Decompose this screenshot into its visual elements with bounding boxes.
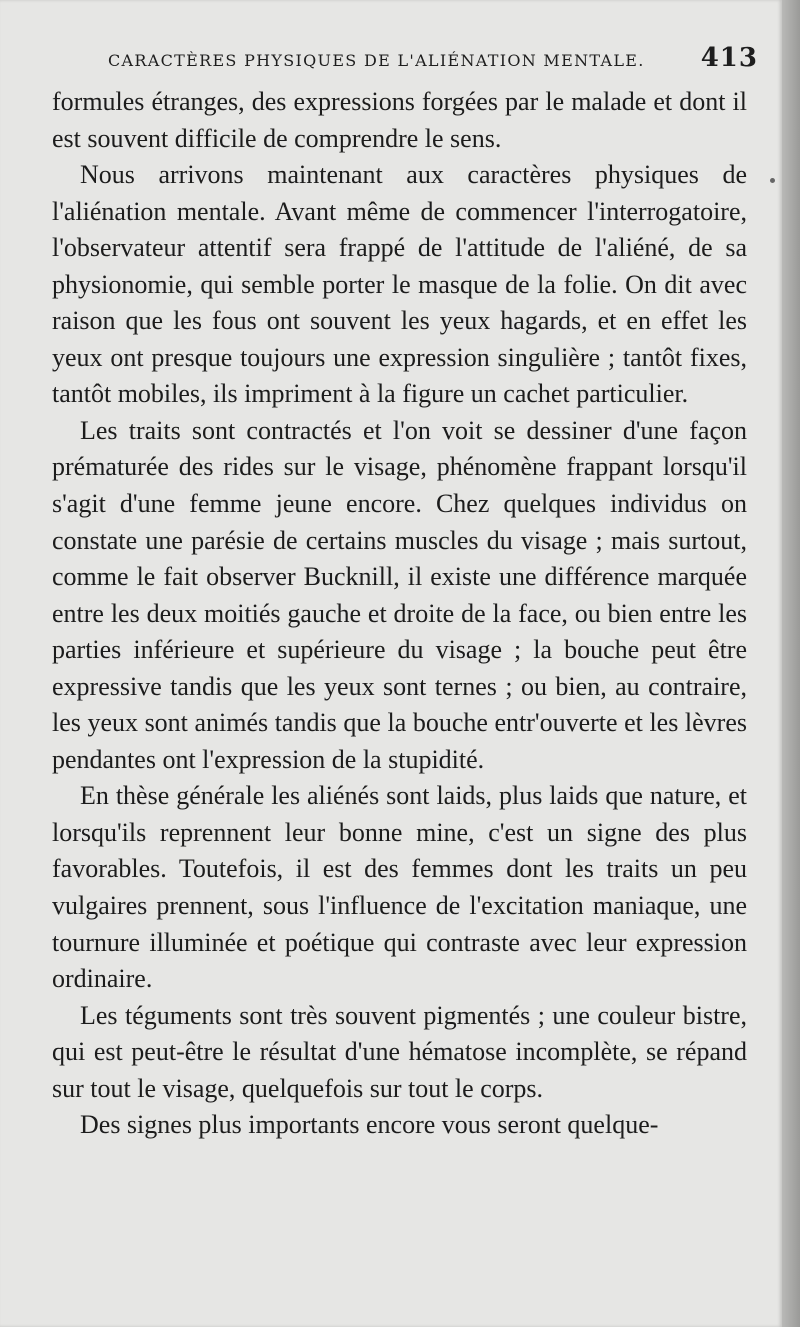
paragraph: Les traits sont contractés et l'on voit se dessiner d'une façon prématurée des rides sur le visage, phénomène frappant lorsqu'il s'agit d'une femme jeune encore. Chez quelques individus on constate une parésie de certains muscles du visage ; mais surtout, comme le fait observer Bucknill, il existe une différence marquée entre les deux moitiés gauche et droite de la face, ou bien entre les parties inférieure et supérieure du visage ; la bouche peut être expressive tandis que les yeux sont ternes ; ou bien, au contraire, les yeux sont animés tandis que la bouche entr'ouverte et les lèvres pendantes ont l'expression de la stupidité. bbox=[52, 415, 747, 774]
page-edge bbox=[782, 0, 800, 1327]
paragraph: Des signes plus importants encore vous seront quelque- bbox=[80, 1110, 659, 1140]
paragraph: Les téguments sont très souvent pigmentés ; une couleur bistre, qui est peut-être le résultat d'une hématose incomplète, se répand sur tout le visage, quelquefois sur tout le corps. bbox=[52, 1000, 747, 1103]
paragraph: Nous arrivons maintenant aux caractères physiques de l'aliénation mentale. Avant même de commencer l'interrogatoire, l'observateur attentif sera frappé de l'attitude de l'aliéné, de sa physionomie, qui semble porter le masque de la folie. On dit avec raison que les fous ont souvent les yeux hagards, et en effet les yeux ont presque toujours une expression singulière ; tantôt fixes, tantôt mobiles, ils impriment à la figure un cachet particulier. bbox=[52, 160, 747, 409]
margin-speck bbox=[770, 178, 775, 183]
paragraph: En thèse générale les aliénés sont laids, plus laids que nature, et lorsqu'ils reprennent leur bonne mine, c'est un signe des plus favorables. Toutefois, il est des femmes dont les traits un peu vulgaires prennent, sous l'influence de l'excitation maniaque, une tournure illuminée et poétique qui contraste avec leur expression ordinaire. bbox=[52, 781, 747, 994]
running-title: CARACTÈRES PHYSIQUES DE L'ALIÉNATION MENTALE. bbox=[108, 51, 645, 70]
paragraph-continuation: formules étranges, des expressions forgées par le malade et dont il est souvent difficile de comprendre le sens. bbox=[52, 87, 747, 153]
page-number: 413 bbox=[700, 43, 758, 73]
running-header bbox=[108, 44, 758, 78]
body-text bbox=[52, 84, 747, 1144]
